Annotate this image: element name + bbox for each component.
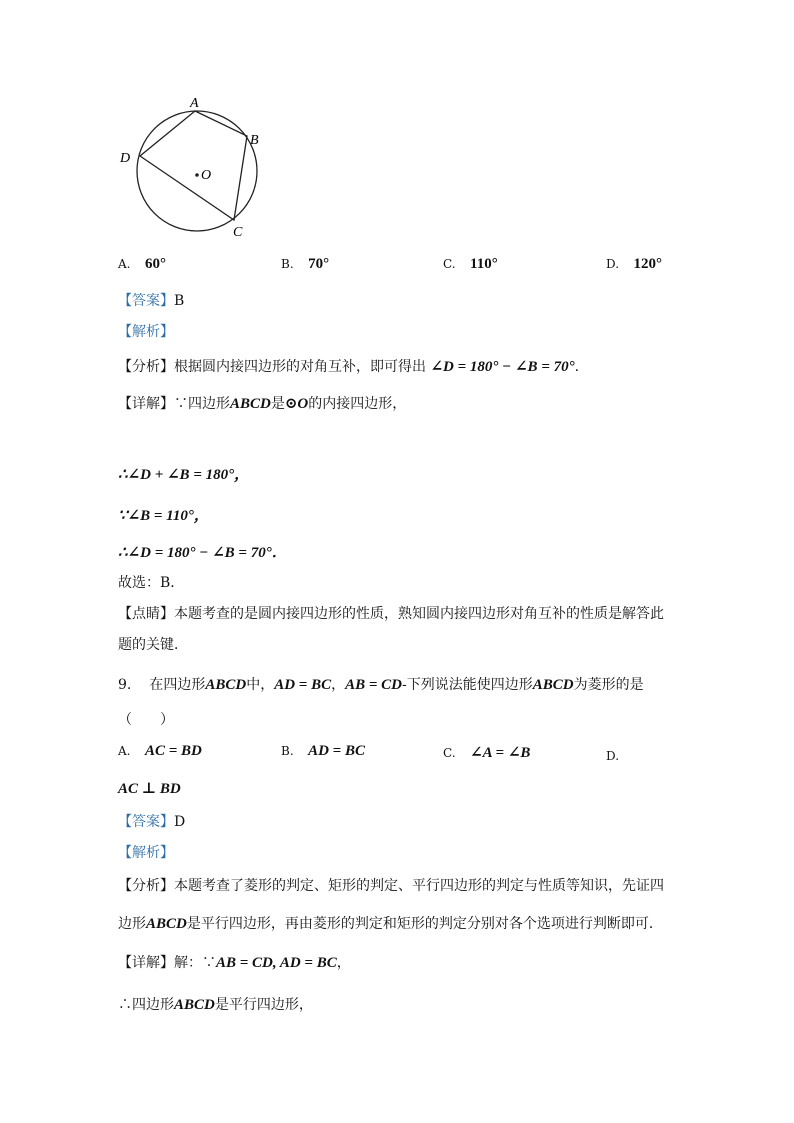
q8-xiangjie-tag: 【详解】 — [118, 396, 174, 412]
q9-option-c[interactable] — [443, 743, 530, 762]
q8-answer-line — [118, 290, 184, 310]
center-point — [195, 173, 199, 177]
q9-fenxi-tag: 【分析】 — [118, 878, 174, 894]
q9-answer-line — [118, 811, 185, 831]
q9-option-a-value: AC = BD — [144, 743, 202, 759]
q8-option-d[interactable] — [606, 256, 662, 273]
q8-option-d-value: 120° — [633, 256, 662, 272]
q9-text4: -下列说法能使四边形 — [402, 677, 533, 693]
q9-last-math: ABCD — [174, 997, 215, 1013]
q8-dianjing-text1: 本题考查的是圆内接四边形的性质，熟知圆内接四边形对角互补的性质是解答此 — [174, 606, 664, 622]
label-c: C — [233, 225, 243, 240]
q9-text3: ， — [331, 677, 346, 693]
q9-answer-tag: 【答案】 — [118, 814, 174, 830]
q8-dianjing-line1 — [118, 603, 664, 623]
q9-text1: 在四边形 — [149, 677, 206, 693]
q9-option-d[interactable] — [606, 748, 619, 764]
q9-option-b-value: AD = BC — [308, 743, 365, 759]
q9-answer: D — [174, 814, 186, 830]
circle-o — [137, 111, 257, 231]
q8-xiangjie-text1: ∵四边形 — [174, 396, 230, 412]
q8-answer-tag: 【答案】 — [118, 293, 174, 309]
q9-option-d-letter: D. — [606, 749, 620, 763]
q9-option-a[interactable] — [118, 743, 202, 760]
q9-xiangjie-text: 解：∵ — [174, 955, 216, 971]
q9-xiangjie-tag: 【详解】 — [118, 955, 174, 971]
q8-option-c-letter: C. — [443, 257, 456, 271]
q8-option-c[interactable] — [443, 256, 498, 273]
q8-option-b-value: 70° — [308, 256, 330, 272]
q8-dianjing-line2: 题的关键． — [118, 637, 188, 653]
q8-xiangjie-line — [118, 393, 406, 413]
q8-xiangjie-math1: ABCD — [230, 396, 271, 412]
q9-xiangjie-line — [118, 952, 351, 972]
q9-math1: ABCD — [205, 677, 247, 693]
q9-fenxi-text2a: 边形 — [118, 916, 146, 932]
q9-last-text2: 是平行四边形， — [214, 997, 313, 1013]
q8-xiangjie-text3: 的内接四边形， — [308, 396, 407, 412]
q8-xiangjie-math2: ⊙O — [284, 396, 309, 412]
q9-option-c-value: ∠A = ∠B — [470, 745, 531, 761]
q8-dianjing-tag: 【点睛】 — [118, 606, 174, 622]
q8-fenxi-end: . — [574, 359, 580, 375]
q9-question-line — [118, 674, 644, 694]
label-d: D — [120, 151, 131, 166]
q8-option-a[interactable] — [118, 256, 166, 273]
q8-fenxi-tag: 【分析】 — [118, 359, 174, 375]
q9-analysis-tag: 【解析】 — [118, 845, 174, 861]
q8-fenxi-text: 根据圆内接四边形的对角互补，即可得出 — [174, 359, 426, 375]
q8-choose: 故选：B． — [118, 575, 185, 591]
label-b: B — [250, 133, 259, 148]
q8-answer: B — [174, 293, 185, 309]
label-o: O — [201, 168, 212, 183]
circle-quadrilateral-figure — [110, 92, 270, 242]
q8-step2: ∵∠B = 110°， — [118, 508, 209, 524]
q9-xiangjie-math: AB = CD, AD = BC — [216, 955, 337, 971]
q9-fenxi-text2b: 是平行四边形，再由菱形的判定和矩形的判定分别对各个选项进行判断即可． — [186, 916, 663, 932]
q9-option-a-letter: A. — [118, 744, 131, 758]
q9-analysis-line — [118, 842, 174, 862]
q9-text5: 为菱形的是 — [573, 677, 644, 693]
q9-number: 9. — [118, 677, 132, 693]
q9-option-b-letter: B. — [281, 744, 294, 758]
q9-math2: AD = BC — [274, 677, 332, 693]
q8-analysis-tag: 【解析】 — [118, 324, 174, 340]
q8-option-c-value: 110° — [470, 256, 498, 272]
q8-option-a-value: 60° — [144, 256, 166, 272]
label-a: A — [190, 96, 199, 111]
q9-option-b[interactable] — [281, 743, 365, 760]
q9-option-c-letter: C. — [443, 746, 456, 760]
q8-fenxi-line — [118, 356, 579, 376]
q9-option-d-value: AC ⊥ BD — [118, 781, 181, 797]
q8-fenxi-math: ∠D = 180° − ∠B = 70° — [430, 359, 575, 375]
q8-step3: ∴∠D = 180° − ∠B = 70°． — [118, 545, 287, 561]
q8-option-a-letter: A. — [118, 257, 131, 271]
q9-fenxi-text1: 本题考查了菱形的判定、矩形的判定、平行四边形的判定与性质等知识，先证四 — [174, 878, 664, 894]
q8-option-b[interactable] — [281, 256, 329, 273]
q8-analysis-line — [118, 321, 174, 341]
q9-paren: （ ） — [118, 712, 174, 728]
q9-last-text1: ∴四边形 — [118, 997, 174, 1013]
q8-option-d-letter: D. — [606, 257, 620, 271]
q9-fenxi-line2 — [118, 913, 663, 933]
q9-math4: ABCD — [532, 677, 574, 693]
q8-xiangjie-text2: 是 — [270, 396, 285, 412]
q9-text2: 中， — [246, 677, 275, 693]
q9-fenxi-math: ABCD — [146, 916, 187, 932]
q9-math3: AB = CD — [345, 677, 403, 693]
q9-xiangjie-end: ， — [336, 955, 351, 971]
q9-last-line — [118, 994, 313, 1014]
q8-option-b-letter: B. — [281, 257, 294, 271]
q9-fenxi-line1 — [118, 875, 664, 895]
q8-step1: ∴∠D + ∠B = 180°， — [118, 467, 250, 483]
